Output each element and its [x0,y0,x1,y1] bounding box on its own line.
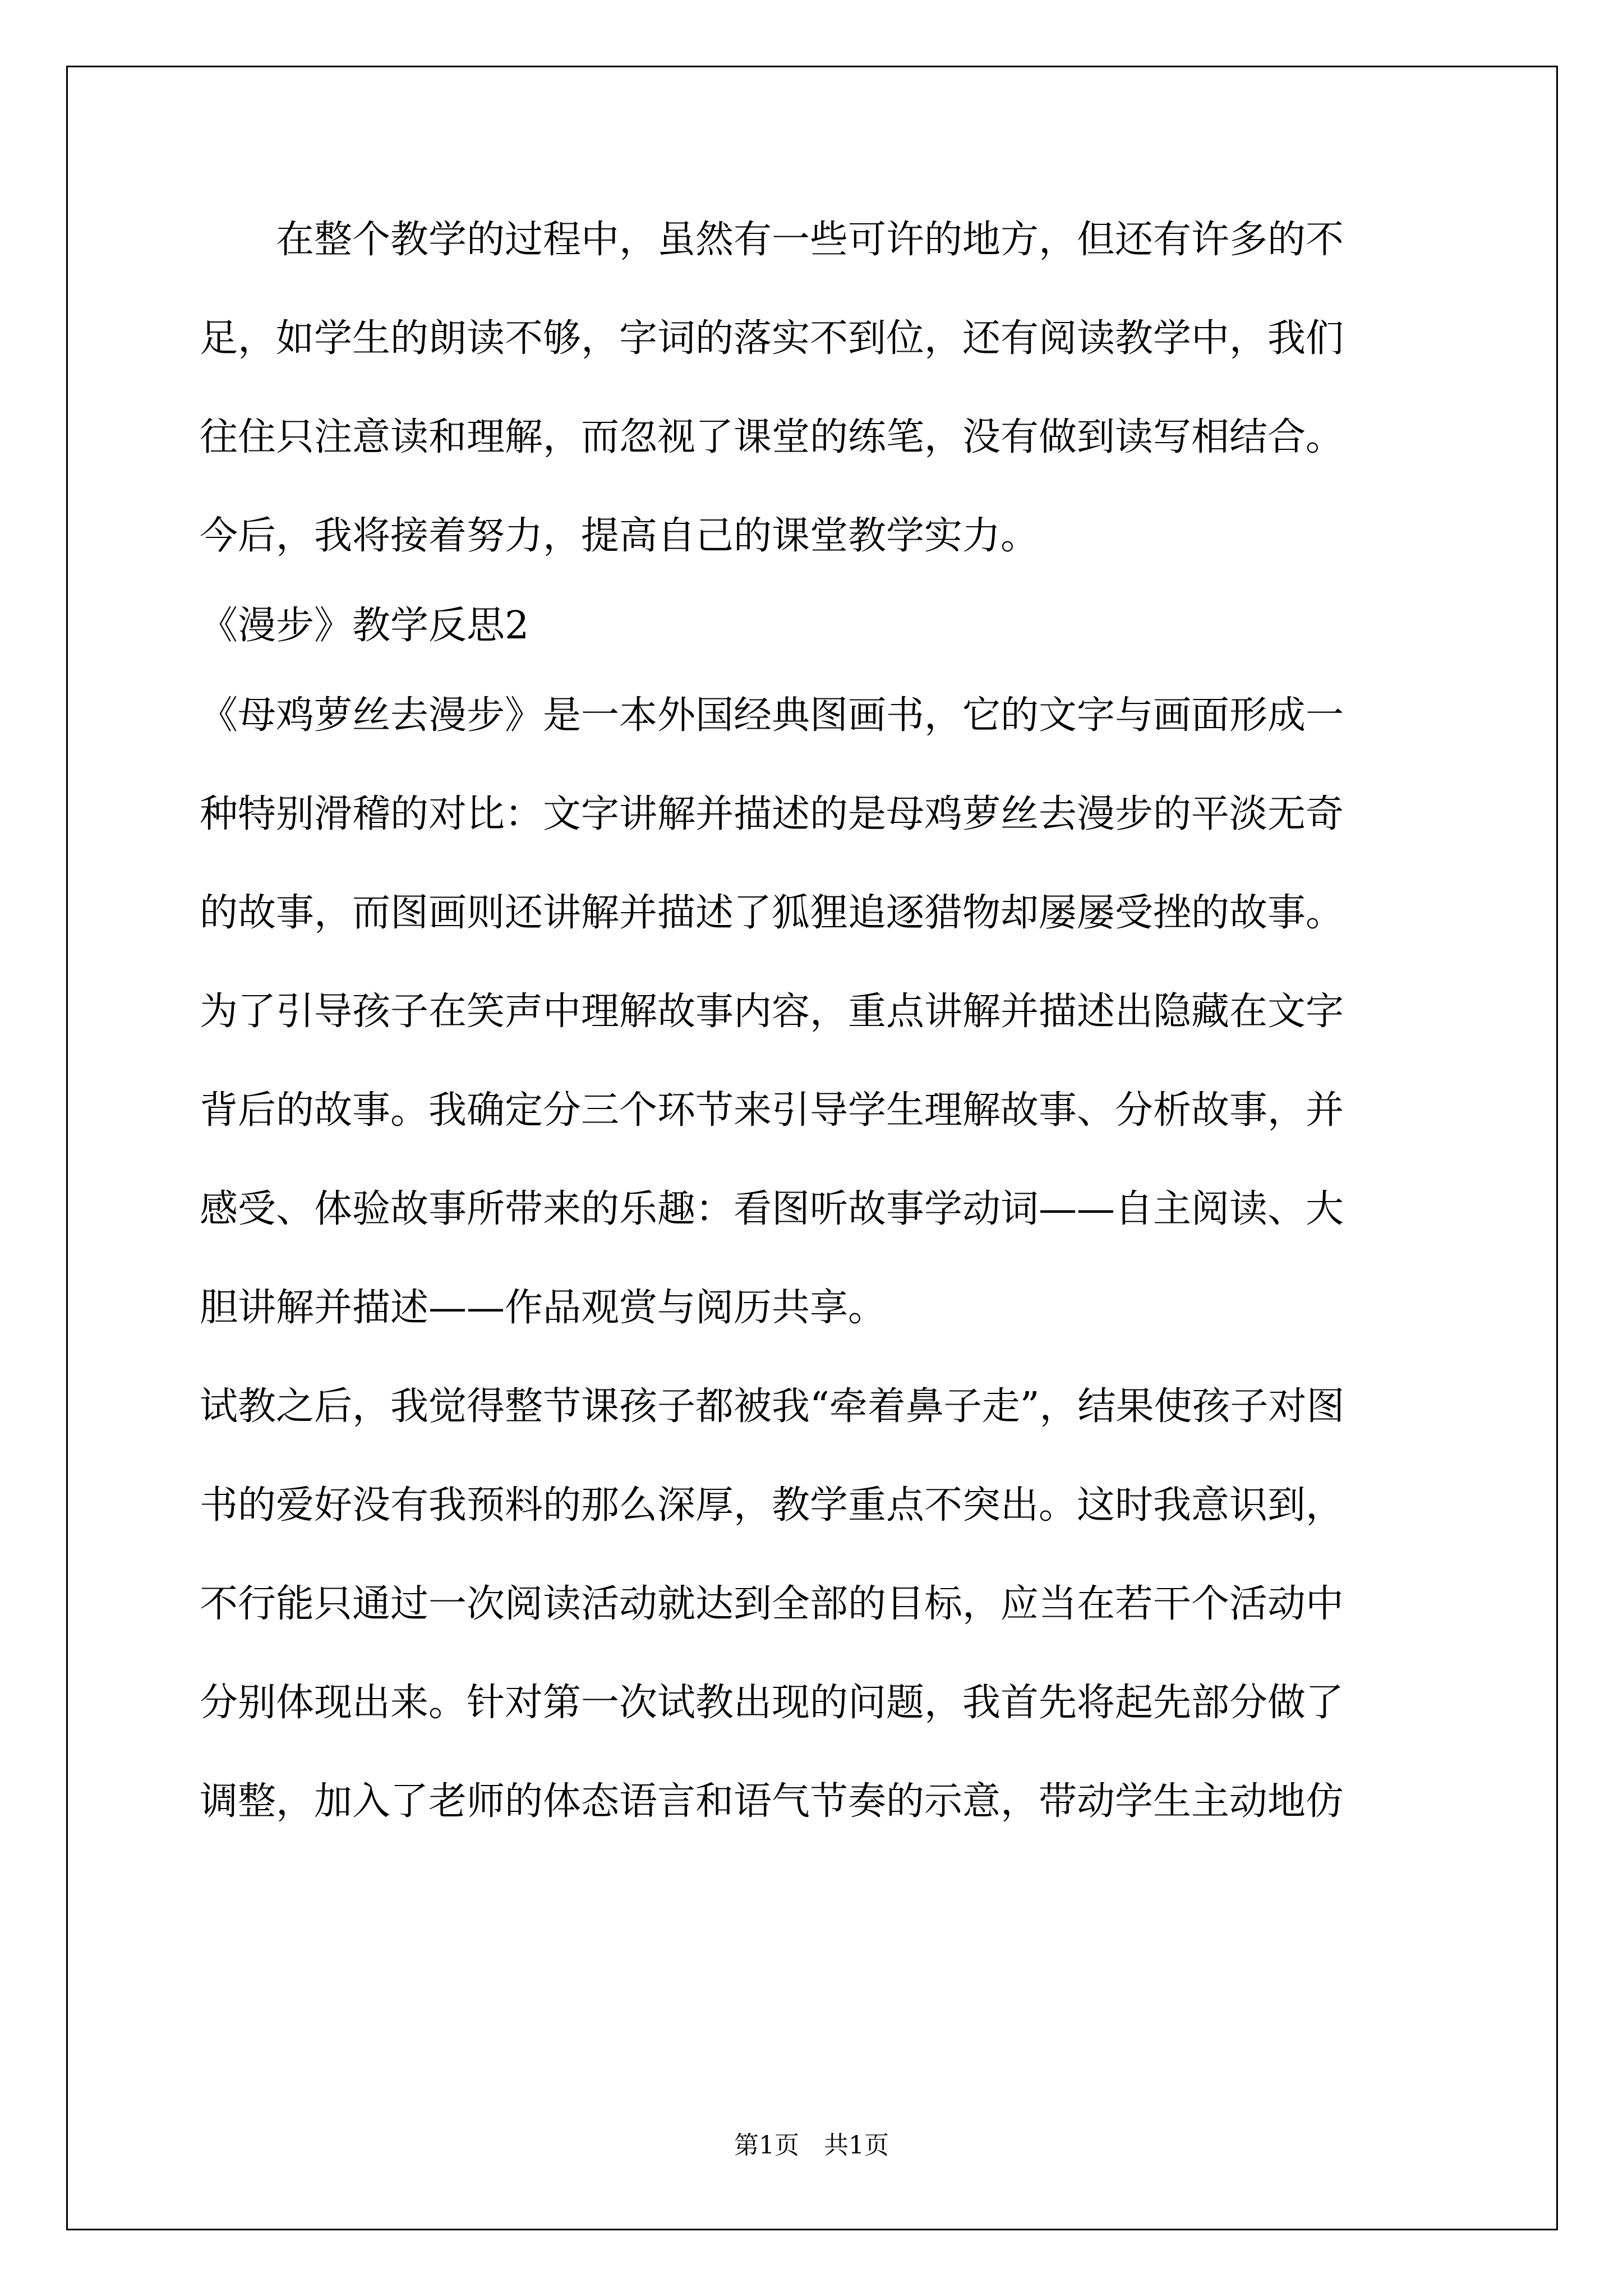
text-line-11: 感受、体验故事所带来的乐趣：看图听故事学动词——自主阅读、大 [200,1187,1344,1231]
page-footer: 第1页 共1页 [734,2131,889,2160]
text-line-12: 胆讲解并描述——作品观赏与阅历共享。 [200,1286,887,1330]
text-line-15: 不行能只通过一次阅读活动就达到全部的目标，应当在若干个活动中 [200,1582,1344,1626]
text-line-14: 书的爱好没有我预料的那么深厚，教学重点不突出。这时我意识到， [200,1483,1344,1527]
text-line-7: 种特别滑稽的对比：文字讲解并描述的是母鸡萝丝去漫步的平淡无奇 [200,792,1344,836]
text-line-10: 背后的故事。我确定分三个环节来引导学生理解故事、分析故事，并 [200,1088,1344,1133]
text-line-8: 的故事，而图画则还讲解并描述了狐狸追逐猎物却屡屡受挫的故事。 [200,891,1344,935]
text-line-6: 《母鸡萝丝去漫步》是一本外国经典图画书，它的文字与画面形成一 [200,693,1344,738]
text-line-4: 今后，我将接着努力，提高自己的课堂教学实力。 [200,514,1039,558]
text-line-1: 在整个教学的过程中，虽然有一些可许的地方，但还有许多的不 [200,218,1344,262]
text-line-17: 调整，加入了老师的体态语言和语气节奏的示意，带动学生主动地仿 [200,1779,1344,1824]
text-line-9: 为了引导孩子在笑声中理解故事内容，重点讲解并描述出隐藏在文字 [200,990,1344,1034]
text-line-3: 往住只注意读和理解，而忽视了课堂的练笔，没有做到读写相结合。 [200,415,1344,459]
section-heading: 《漫步》教学反思2 [200,604,529,648]
text-line-13: 试教之后，我觉得整节课孩子都被我“牵着鼻子走”，结果使孩子对图 [200,1384,1345,1429]
text-line-2: 足，如学生的朗读不够，字词的落实不到位，还有阅读教学中，我们 [200,316,1344,361]
page-border [66,66,1558,2230]
text-line-16: 分别体现出来。针对第一次试教出现的问题，我首先将起先部分做了 [200,1681,1344,1725]
